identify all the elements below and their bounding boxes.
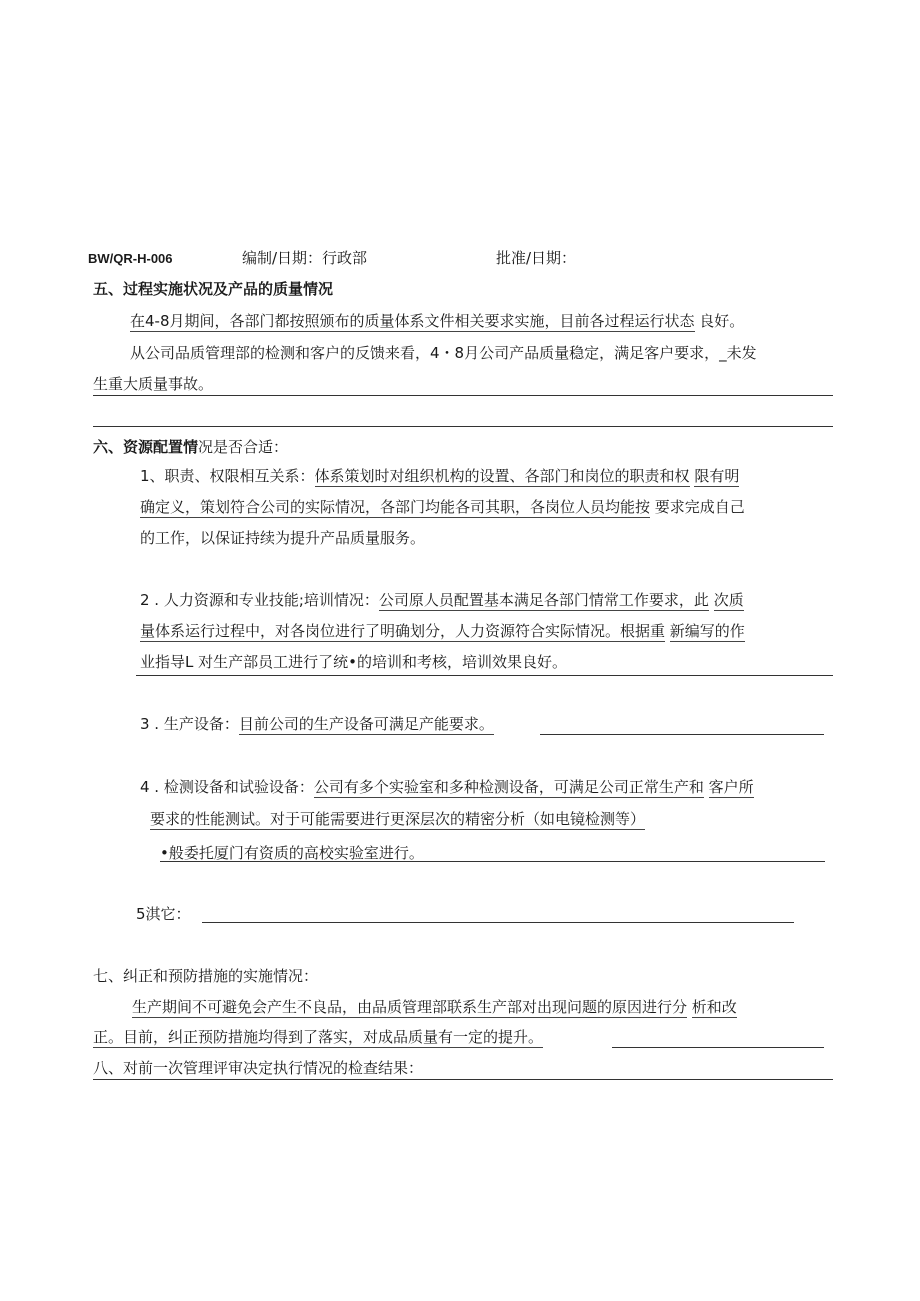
editor-date: 编制/日期：行政部 xyxy=(242,249,368,267)
item-1-line-1 xyxy=(140,466,739,486)
item-4-underline xyxy=(160,861,825,862)
item-2-text-1-end: 次质 xyxy=(713,591,744,609)
section-5-paragraph-1 xyxy=(130,311,744,331)
section-7-line-2 xyxy=(93,1027,543,1047)
item-2-underline xyxy=(136,675,833,676)
item-1-text-2: 确定义，策划符合公司的实际情况，各部门均能各司其职，各岗位人员均能按 xyxy=(140,498,651,516)
item-4-label: 4 . 检测设备和试验设备： xyxy=(140,778,314,796)
item-3-line xyxy=(140,714,494,734)
section-7-line-1 xyxy=(132,997,737,1017)
item-2-label: 2 . 人力资源和专业技能;培训情况： xyxy=(140,591,379,609)
section-6-title-c: 况是否合适： xyxy=(198,438,289,456)
item-4-line-2 xyxy=(150,809,645,829)
item-2-text-2: 量体系运行过程中，对各岗位进行了明确划分，人力资源符合实际情况。根据重 xyxy=(140,622,666,640)
item-1-text-1-end: 限有明 xyxy=(694,467,740,485)
item-1-line-3: 的工作，以保证持续为提升产品质量服务。 xyxy=(140,529,426,547)
section-6-title-a: 六、资源配置 xyxy=(93,438,184,456)
item-1-label: 1、职责、权限相互关系： xyxy=(140,467,315,485)
section-6-title-b: 情 xyxy=(183,438,199,456)
item-3-text: 目前公司的生产设备可满足产能要求。 xyxy=(238,715,494,733)
section-5-p1-end: 良好。 xyxy=(699,312,745,330)
item-5-blank-line xyxy=(202,922,794,923)
section-5-paragraph-2-line-1: 从公司品质管理部的检测和客户的反馈来看，4・8月公司产品质量稳定，满足客户要求，_未发 xyxy=(130,344,757,362)
section-7-text-1: 生产期间不可避免会产生不良品，由品质管理部联系生产部对出现问题的原因进行分 xyxy=(132,998,688,1016)
item-2-line-1 xyxy=(140,590,744,610)
section-5-paragraph-2-line-2: 生重大质量事故。 xyxy=(93,375,214,393)
item-3-label: 3 . 生产设备： xyxy=(140,715,239,733)
item-4-line-1 xyxy=(140,777,754,797)
section-7-text-2: 正。目前，纠正预防措施均得到了落实，对成品质量有一定的提升。 xyxy=(93,1028,544,1046)
divider-line xyxy=(93,426,833,427)
item-4-text-1: 公司有多个实验室和多种检测设备，可满足公司正常生产和 xyxy=(313,778,704,796)
item-3-blank-line xyxy=(540,734,824,735)
item-1-text-2-end: 要求完成自己 xyxy=(654,498,745,516)
section-7-text-1-end: 析和改 xyxy=(691,998,737,1016)
section-7-blank-line xyxy=(612,1047,824,1048)
divider-line xyxy=(93,395,833,396)
item-1-text-1: 体系策划时对组织机构的设置、各部门和岗位的职责和权 xyxy=(314,467,690,485)
item-5-label: 5淇它： xyxy=(136,905,191,923)
document-code: BW/QR-H-006 xyxy=(88,251,173,266)
item-4-line-3: •般委托厦门有资质的高校实验室进行。 xyxy=(160,844,424,862)
item-2-line-2 xyxy=(140,621,745,641)
section-5-p1-text: 在4-8月期间，各部门都按照颁布的质量体系文件相关要求实施，目前各过程运行状态 xyxy=(130,312,695,330)
section-5-title: 五、过程实施状况及产品的质量情况 xyxy=(93,280,334,298)
item-1-line-2 xyxy=(140,497,745,517)
item-2-line-3: 业指导L 对生产部员工进行了统•的培训和考核，培训效果良好。 xyxy=(140,653,567,671)
approver-date: 批准/日期： xyxy=(496,249,577,267)
item-4-text-1-end: 客户所 xyxy=(708,778,754,796)
section-8-underline xyxy=(93,1079,833,1080)
section-6-title xyxy=(93,437,288,457)
item-2-text-1: 公司原人员配置基本满足各部门情常工作要求，此 xyxy=(378,591,709,609)
section-7-title: 七、纠正和预防措施的实施情况： xyxy=(93,967,319,985)
item-4-text-2: 要求的性能测试。对于可能需要进行更深层次的精密分析（如电镜检测等） xyxy=(150,810,646,828)
section-8-title: 八、对前一次管理评审决定执行情况的检查结果： xyxy=(93,1059,424,1077)
item-2-text-2-end: 新编写的作 xyxy=(669,622,745,640)
